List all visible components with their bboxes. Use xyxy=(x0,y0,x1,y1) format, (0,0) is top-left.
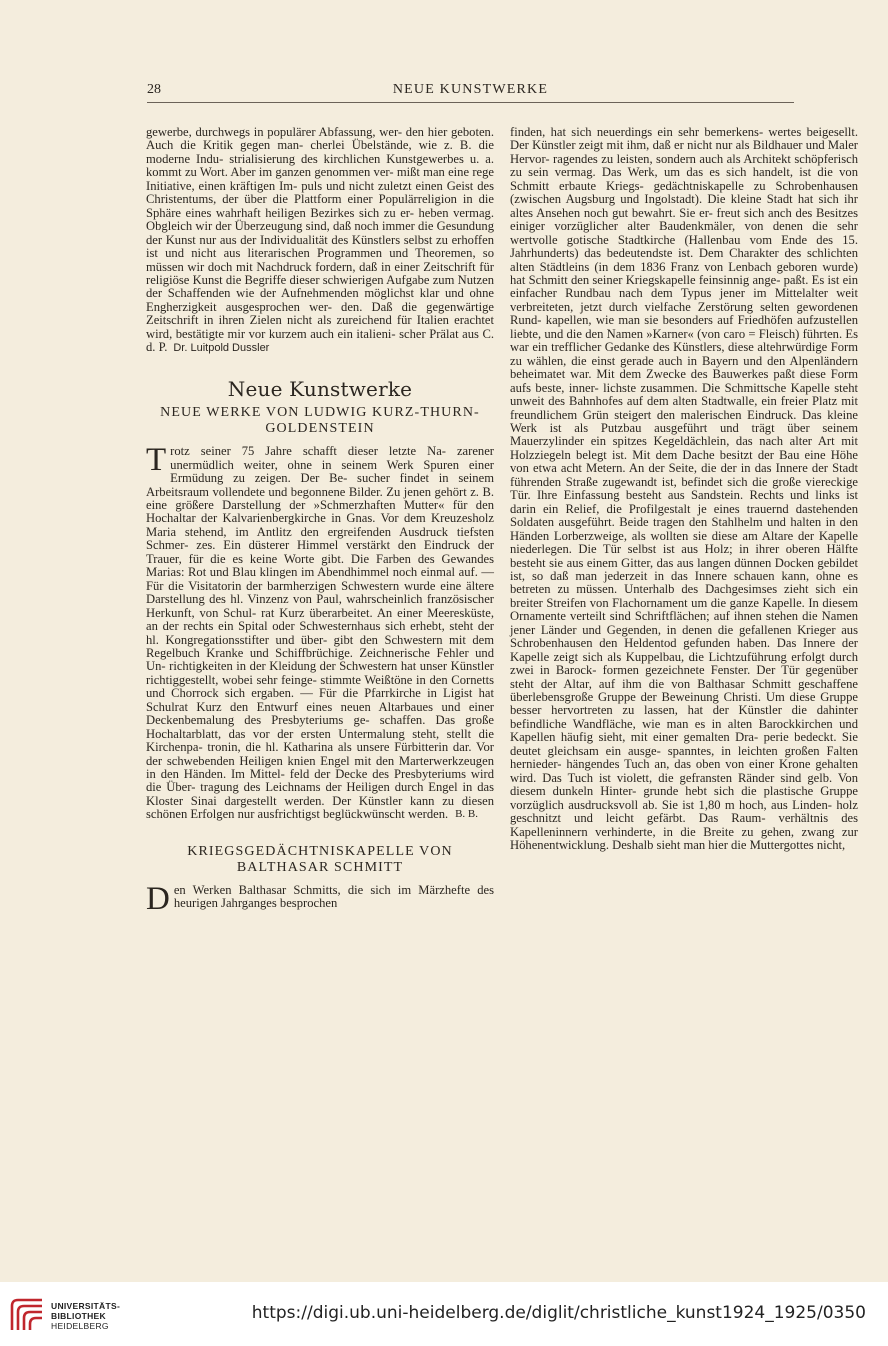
right-column-text: finden, hat sich neuerdings ein sehr bemerkens- wertes beigesellt. Der Künstler zeigt mit ihm, daß er nicht nur als Bildhauer und Maler Hervor- ragendes zu leisten, sondern auch als Architekt schöpferisch zu sein vermag. Das Werk, um das es sich handelt, ist die von Schmitt erbaute Kriegs- gedächtniskapelle zu Schrobenhausen (zwischen Augsburg und Ingolstadt). Die kleine Stadt hat sich ihr altes Ansehen noch gut bewahrt. Sie er- freut sich anch des Besitzes einiger vorzüglicher alter Baudenkmäler, von denen die sehr wertvolle gotische Stadtkirche (Hallenbau vom Ende des 15. Jahrhunderts) das bedeutendste ist. Dem Charakter des schlichten alten Städtleins (in dem 1836 Franz von Lenbach geboren wurde) hat Schmitt den seiner Kriegskapelle feinsinnig ange- paßt. Es ist ein einfacher Rundbau nach dem Typus jener im Mittelalter weit verbreiteten, jetzt durch vielfache Zerstörung selten gewordenen Rund- kapellen, wie man sie besonders auf Friedhöfen aufzustellen liebte, und die den Namen »Karner« (von caro = Fleisch) führten. Es war ein trefflicher Gedanke des Künstlers, diese altehrwürdige Form zu wählen, die einst gerade auch in Bayern und den Alpenländern beheimatet war. Mit dem Zwecke des Bauwerkes paßt diese Form aufs beste, inner- lichste zusammen. Die Schmittsche Kapelle steht unweit des Bahnhofes auf dem alten Stadtwalle, ein freier Platz mit freundlichem Grün steigert den malerischen Eindruck. Das kleine Werk ist als Putzbau ausgeführt und trägt über seinem Mauerzylinder ein spitzes Kegeldächlein, das nach alter Art mit Holzziegeln belegt ist. Mit dem Dache besitzt der Bau eine Höhe von etwa acht Metern. An der Seite, die der in das Innere der Stadt führenden Straße zugewandt ist, befindet sich die große viereckige Tür. Ihre Einfassung besteht aus Sandstein. Rechts und links ist darin ein Relief, die Profilgestalt je eines trauernd dastehenden Soldaten ausgeführt. Beide tragen den Stahlhelm und halten in den Händen Lorberzweige, als wollten sie diese am Altare der Kapelle niederlegen. Die Tür selbst ist aus Holz; in ihrer oberen Hälfte besteht sie aus einem Gitter, das aus langen dünnen Docken gebildet ist, so daß man jederzeit in das Innere schauen kann, ohne es betreten zu müssen. Unterhalb des Dachgesimses zieht sich ein breiter Streifen von Flachornament um die ganze Kapelle. In diesem Ornamente verteilt sind Schriftflächen; auf ihnen stehen die Namen jener Länder und Gegenden, in denen die gefallenen Krieger aus Schrobenhausen den Heldentod gefunden haben. Das Innere der Kapelle zeigt sich als Kuppelbau, die Lichtzuführung erfolgt durch zwei in Barock- formen gezeichnete Fenster. Der Tür gegenüber steht der Altar, auf ihm die von Balthasar Schmitt geschaffene überlebensgroße Gruppe der Beweinung Christi. Um diese Gruppe besser hervortreten zu lassen, hat der Künstler die dahinter befindliche Wandfläche, wie man es in alten Barockkirchen und Kapellen häufig sieht, mit einer gemalten Dra- perie bedeckt. Sie deutet gleichsam ein ausge- spanntes, in leichten großen Falten hernieder- hängendes Tuch an, das oben von einer Krone gehalten wird. Das Tuch ist violett, die gefransten Ränder sind gelb. Von diesem dunkeln Hinter- grunde hebt sich die plastische Gruppe vorzüglich ausdrucksvoll ab. Sie ist 1,80 m hoch, aus Linden- holz geschnitzt und leicht gefärbt. Das Raum- verhältnis des Kapelleninnern verhinderte, in die Breite zu gehen, zwang zur Höhenentwicklung. Deshalb sieht man hier die Muttergottes nicht, xyxy=(510,125,858,853)
library-name-line1: UNIVERSITÄTS- xyxy=(51,1301,121,1311)
library-name xyxy=(51,1301,120,1331)
article1-dropcap: T xyxy=(146,442,167,479)
running-title: NEUE KUNSTWERKE xyxy=(392,82,549,97)
section-title: Neue Kunstwerke xyxy=(227,376,413,401)
intro-signature: Dr. Luitpold Dussler xyxy=(173,342,270,355)
library-name-line2: BIBLIOTHEK xyxy=(51,1311,106,1321)
article1-title: NEUE WERKE VON LUDWIG KURZ-THURN-GOLDENSTEIN xyxy=(160,405,480,437)
article2-title: KRIEGSGEDÄCHTNISKAPELLE VON BALTHASAR SCHMITT xyxy=(187,843,453,875)
article2-dropcap: D xyxy=(146,880,170,917)
left-column xyxy=(146,125,494,917)
article1-text: rotz seiner 75 Jahre schafft dieser letzte Na- zarener unermüdlich weiter, ohne in seinem Werk Spuren einer Ermüdung zu zeigen. Der Be- sucher findet in seinem Arbeitsraum vollendete und begonnene Bilder. Zu jenen gehört z. B. eine größere Darstellung der »Schmerzhaften Mutter« für den Hochaltar der Kalvarienbergkirche in Gnas. Vor dem Kreuzesholz Maria stehend, im Antlitz den ergreifenden Ausdruck tiefsten Schmer- zes. Ein düsterer Himmel verstärkt den Eindruck der Trauer, für die es keine Worte gibt. Die Farben des Gewandes Marias: Rot und Blau klingen im Abendhimmel noch einmal auf. — Für die Visitatorin der barmherzigen Schwestern wurde eine ältere Darstellung des hl. Vinzenz von Paul, wahrscheinlich französischer Herkunft, von Schul- rat Kurz überarbeitet. An einer Meeresküste, an der rechts ein Spital oder Schwesternhaus sich erhebt, steht der hl. Kongregationsstifter und über- gibt den Schwestern mit dem Regelbuch Kranke und Schiffbrüchige. Zeichnerische Fehler und Un- richtigkeiten in der Kleidung der Schwestern hat unser Künstler richtiggestellt, wobei sehr feinge- stimmte Weißtöne in den Cornetts und Chorrock sich ergaben. — Für die Pfarrkirche in Ligist hat Schulrat Kurz den Entwurf eines neuen Altarbaues und einer Deckenbemalung des Presbyteriums ge- schaffen. Das große Hochaltarblatt, das vor der ersten Untermalung steht, stellt die Kirchenpa- tronin, die hl. Katharina als unsere Fürbitterin dar. Vor der schwebenden Heiligen knien Engel mit den Marterwerkzeugen in den Händen. Im Mittel- feld der Decke des Presbyteriums wird die Über- tragung des Leichnams der Heiligen durch Engel in das Kloster Sinai dargestellt werden. Der Künstler kann zu diesen schönen Erfolgen nur ausfrichtigst beglückwünscht werden. xyxy=(146,444,494,822)
article2-text: en Werken Balthasar Schmitts, die sich im Märzhefte des heurigen Jahrganges besprochen xyxy=(173,882,494,911)
footer-bar xyxy=(0,1282,888,1346)
page-number: 28 xyxy=(147,82,161,97)
intro-text: gewerbe, durchwegs in populärer Abfassung, wer- den hier geboten. Auch die Kritik gegen man- cherlei Übelstände, wie z. B. die moderne Indu- strialisierung des kirchlichen Kunstgewerbes u. a. kommt zu Wort. Aber im ganzen genommen ver- mißt man eine rege Initiative, einen kräftigen Im- puls und nicht zuletzt einen Geist des Christentums, der über die Plattform einer Populärreligion in die Sphäre eines wahrhaft heiligen Bezirkes sich zu er- heben vermag. Obgleich wir der Überzeugung sind, daß noch immer die Gesundung der Kunst nur aus der Individualität des Künstlers selbst zu erhoffen ist und nicht aus literarischen Programmen und Theoremen, so müssen wir doch mit Nachdruck fordern, daß in einer Zeitschrift für religiöse Kunst die Begriffe dieser schwierigen Aufgabe zum Nutzen der Schaffenden wie der Aufnehmenden möglichst klar und ohne Engherzigkeit ausgesprochen wer- den. Daß die gegenwärtige Zeitschrift in ihren Zielen nicht als zureichend für Italien erachtet wird, bestätigte mir vor kurzem auch ein italieni- scher Prälat aus C. d. P. xyxy=(146,125,494,355)
library-name-line3: HEIDELBERG xyxy=(51,1321,109,1331)
heidelberg-library-logo-icon xyxy=(8,1296,46,1334)
permalink-url[interactable]: https://digi.ub.uni-heidelberg.de/diglit/christliche_kunst1924_1925/0350 xyxy=(251,1303,866,1323)
article2-paragraph xyxy=(146,880,494,917)
article1-signature: B. B. xyxy=(455,808,478,821)
page-header xyxy=(147,82,794,103)
intro-paragraph xyxy=(146,126,494,356)
right-column xyxy=(510,126,858,852)
article1-paragraph xyxy=(146,442,494,822)
